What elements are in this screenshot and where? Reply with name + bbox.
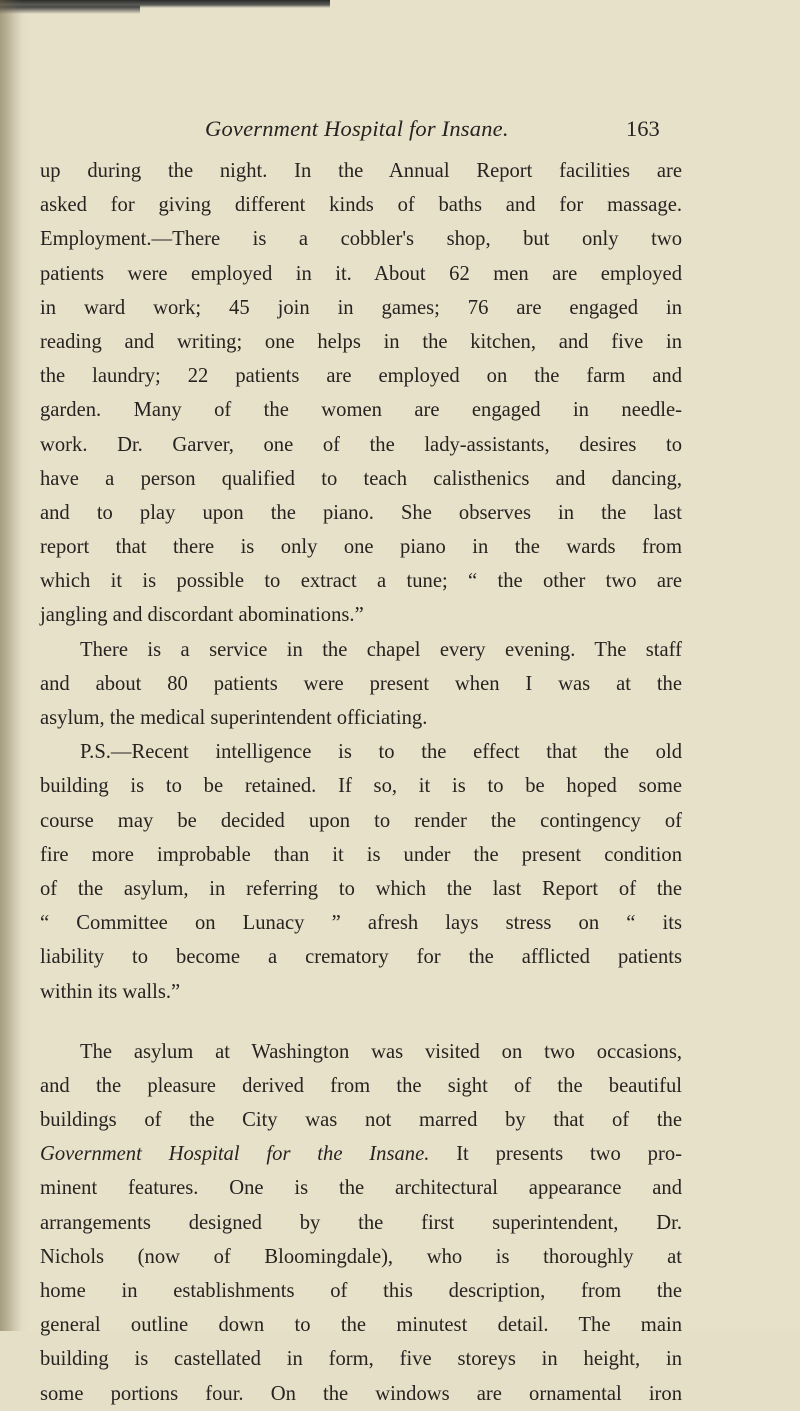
text-line: course may be decided upon to render the contingency of	[40, 809, 682, 832]
page-header	[0, 116, 800, 146]
text-line: building is castellated in form, five storeys in height, in	[40, 1348, 682, 1371]
page-number: 163	[626, 116, 660, 141]
text-line: reading and writing; one helps in the kitchen, and five in	[40, 330, 682, 353]
text-line: Employment.—There is a cobbler's shop, but only two	[40, 228, 682, 251]
text-line	[40, 1137, 682, 1171]
text-line: within its walls.”	[40, 980, 181, 1003]
text-line: work. Dr. Garver, one of the lady-assistants, desires to	[40, 433, 682, 456]
text-line: buildings of the City was not marred by that of the	[40, 1109, 682, 1132]
text-line: patients were employed in it. About 62 men are employed	[40, 262, 682, 285]
text-line: minent features. One is the architectural appearance and	[40, 1177, 682, 1200]
text-line: asked for giving different kinds of baths and for massage.	[40, 194, 682, 217]
paragraph-washington	[40, 1035, 682, 1411]
text-line: The asylum at Washington was visited on two occasions,	[80, 1040, 682, 1063]
text-line: which it is possible to extract a tune; “ the other two are	[40, 570, 682, 593]
text-line: general outline down to the minutest detail. The main	[40, 1314, 682, 1337]
paragraph-postscript	[40, 735, 682, 1009]
running-title: Government Hospital for Insane.	[205, 116, 509, 141]
text-line: jangling and discordant abominations.”	[40, 604, 364, 627]
text-line: “ Committee on Lunacy ” afresh lays stress on “ its	[40, 912, 682, 935]
text-line: of the asylum, in referring to which the last Report of the	[40, 877, 682, 900]
body-text	[40, 154, 682, 1411]
text-line: garden. Many of the women are engaged in needle-	[40, 399, 682, 422]
section-gap	[40, 1009, 682, 1035]
text-line: There is a service in the chapel every evening. The staff	[80, 638, 682, 661]
text-line: and to play upon the piano. She observes in the last	[40, 501, 682, 524]
text-line: liability to become a crematory for the afflicted patients	[40, 946, 682, 969]
text-line: report that there is only one piano in the wards from	[40, 536, 682, 559]
text-line: up during the night. In the Annual Report facilities are	[40, 160, 682, 182]
text-line: P.S.—Recent intelligence is to the effect that the old	[80, 741, 682, 764]
page-gutter-shadow	[0, 0, 22, 1331]
text-line: arrangements designed by the first superintendent, Dr.	[40, 1211, 682, 1234]
text-line: the laundry; 22 patients are employed on the farm and	[40, 365, 682, 388]
text-line: asylum, the medical superintendent officiating.	[40, 707, 428, 729]
text-line: and the pleasure derived from the sight of the beautiful	[40, 1074, 682, 1097]
text-line: in ward work; 45 join in games; 76 are engaged in	[40, 296, 682, 319]
text-line: some portions four. On the windows are ornamental iron	[40, 1382, 682, 1405]
text-line: home in establishments of this description, from the	[40, 1280, 682, 1302]
text-line: fire more improbable than it is under the present condition	[40, 843, 682, 866]
text-span: It presents two pro-	[429, 1143, 682, 1166]
paragraph-chapel	[40, 633, 682, 736]
text-line: building is to be retained. If so, it is to be hoped some	[40, 775, 682, 798]
text-line: have a person qualified to teach calisthenics and dancing,	[40, 467, 682, 490]
scan-top-edge	[0, 0, 330, 8]
hospital-title-italic: Government Hospital for the Insane.	[40, 1143, 430, 1166]
paragraph-employment	[40, 154, 682, 633]
text-line: Nichols (now of Bloomingdale), who is thoroughly at	[40, 1245, 682, 1268]
text-line: and about 80 patients were present when I was at the	[40, 672, 682, 695]
